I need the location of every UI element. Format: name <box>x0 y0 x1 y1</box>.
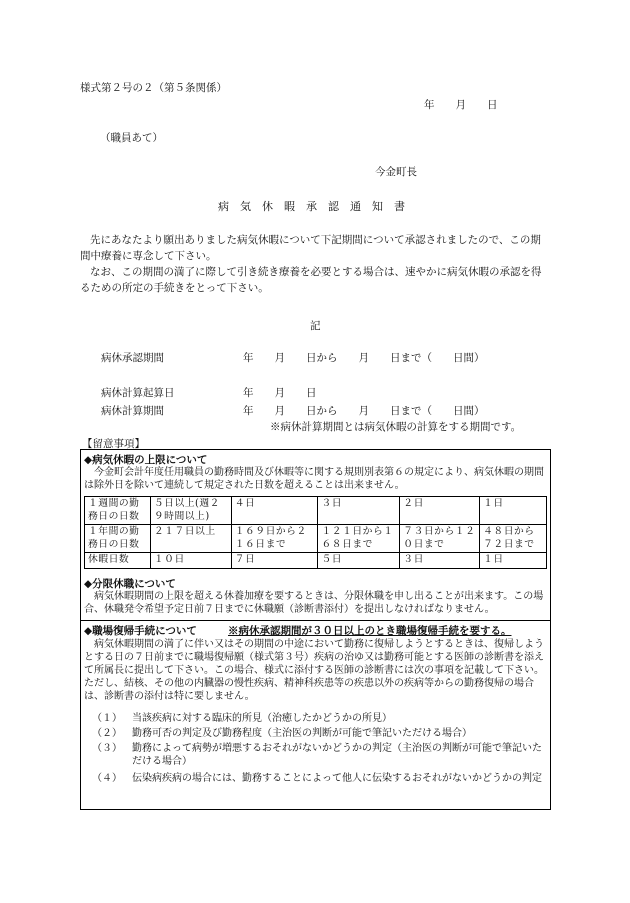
body-paragraph-1: 先にあなたより願出ありました病気休暇について下記期間について承認されましたので、この期間中療養に専念して下さい。 <box>80 234 541 262</box>
leave-days-table <box>84 496 547 569</box>
table-cell: ３日 <box>400 553 480 569</box>
table-cell: １２１日から１６８日まで <box>318 525 400 553</box>
form-number: 様式第２号の２（第５条関係） <box>80 82 227 94</box>
table-row <box>85 553 547 569</box>
table-cell: 休暇日数 <box>85 553 151 569</box>
list-item-number: （１） <box>92 713 122 724</box>
issue-date: 年 月 日 <box>424 99 498 111</box>
table-cell: ５日 <box>318 553 400 569</box>
document-title: 病 気 休 暇 承 認 通 知 書 <box>218 200 405 213</box>
calc-period-value: 年 月 日から 月 日まで（ 日間） <box>243 405 485 417</box>
table-row <box>85 497 547 525</box>
table-cell: １日 <box>480 497 547 525</box>
list-item: 伝染病疾病の場合には、勤務することによって他人に伝染するおそれがないかどうかの判定 <box>132 773 542 784</box>
list-item-number: （４） <box>92 773 122 784</box>
list-item: 勤務可否の判定及び勤務程度（主治医の判断が可能で筆記いただける場合） <box>132 728 472 739</box>
issuer: 今金町長 <box>375 166 417 178</box>
section-divider <box>80 620 551 621</box>
list-item: 勤務によって病勢が増悪するおそれがないかどうかの判定（主治医の判断が可能で筆記いただける場合） <box>132 743 542 767</box>
list-item-number: （２） <box>92 728 122 739</box>
table-cell: １年間の勤務日の日数 <box>85 525 151 553</box>
table-cell: ２１７日以上 <box>150 525 231 553</box>
table-row <box>85 525 547 553</box>
section-return-emphasis: ※病休承認期間が３０日以上のとき職場復帰手続を要する。 <box>228 625 512 637</box>
table-cell: ７日 <box>231 553 318 569</box>
section-suspension-title: ◆分限休職について <box>84 578 176 590</box>
section-suspension-text: 病気休暇期間の上限を超える休養加療を要するときは、分限休職を申し出ることが出来ます。この場合、休職発令希望予定日前７日までに休職願（診断書添付）を提出しなければなりません。 <box>84 591 544 615</box>
table-cell: １０日 <box>150 553 231 569</box>
table-cell: ７３日から１２０日まで <box>400 525 480 553</box>
table-cell: ２日 <box>400 497 480 525</box>
section-return-title: ◆職場復帰手続について <box>84 625 197 637</box>
section-sick-leave-limit-title: ◆病気休暇の上限について <box>84 454 208 466</box>
calc-start-label: 病休計算起算日 <box>101 387 175 399</box>
calc-period-label: 病休計算期間 <box>101 405 164 417</box>
table-cell: ５日以上(週２９時間以上) <box>150 497 231 525</box>
approval-period-label: 病休承認期間 <box>101 352 164 364</box>
calc-start-value: 年 月 日 <box>243 387 317 399</box>
table-cell: １週間の勤務日の日数 <box>85 497 151 525</box>
calc-period-note: ※病休計算期間とは病気休暇の計算をする期間です。 <box>270 421 522 433</box>
ki-mark: 記 <box>310 320 321 332</box>
table-cell: １６９日から２１６日まで <box>231 525 318 553</box>
recipient: （職員あて） <box>100 132 163 144</box>
body-paragraph-2: なお、この期間の満了に際して引き続き療養を必要とする場合は、速やかに病気休暇の承認を得るための所定の手続きをとって下さい。 <box>80 266 542 294</box>
table-cell: ４８日から７２日まで <box>480 525 547 553</box>
list-item-number: （３） <box>92 743 122 754</box>
table-cell: ４日 <box>231 497 318 525</box>
list-item: 当該疾病に対する臨床的所見（治癒したかどうかの所見） <box>132 713 392 724</box>
table-cell: ３日 <box>318 497 400 525</box>
approval-period-value: 年 月 日から 月 日まで（ 日間） <box>243 352 485 364</box>
section-return-text: 病気休暇期間の満了に伴い又はその期間の中途において勤務に復帰しようとするときは、復帰しようとする日の７日前までに職場復帰願（様式第３号）疾病の治ゆ又は勤務可能とする医師の診断書を添えて所属長に提出して下さい。この場合、様式に添付する医師の診断書には次の事項を記載して下さい。ただし、結核、その他の内臓器の慢性疾病、精神科疾患等の疾患以外の疾病等からの勤務復帰の場合は、診断書の添付は特に要しません。 <box>84 639 544 702</box>
section-sick-leave-limit-text: 今金町会計年度任用職員の勤務時間及び休暇等に関する規則別表第６の規定により、病気休暇の期間は除外日を除いて連続して規定された日数を超えることは出来ません。 <box>84 467 544 491</box>
table-cell: １日 <box>480 553 547 569</box>
notes-heading: 【留意事項】 <box>82 438 145 450</box>
